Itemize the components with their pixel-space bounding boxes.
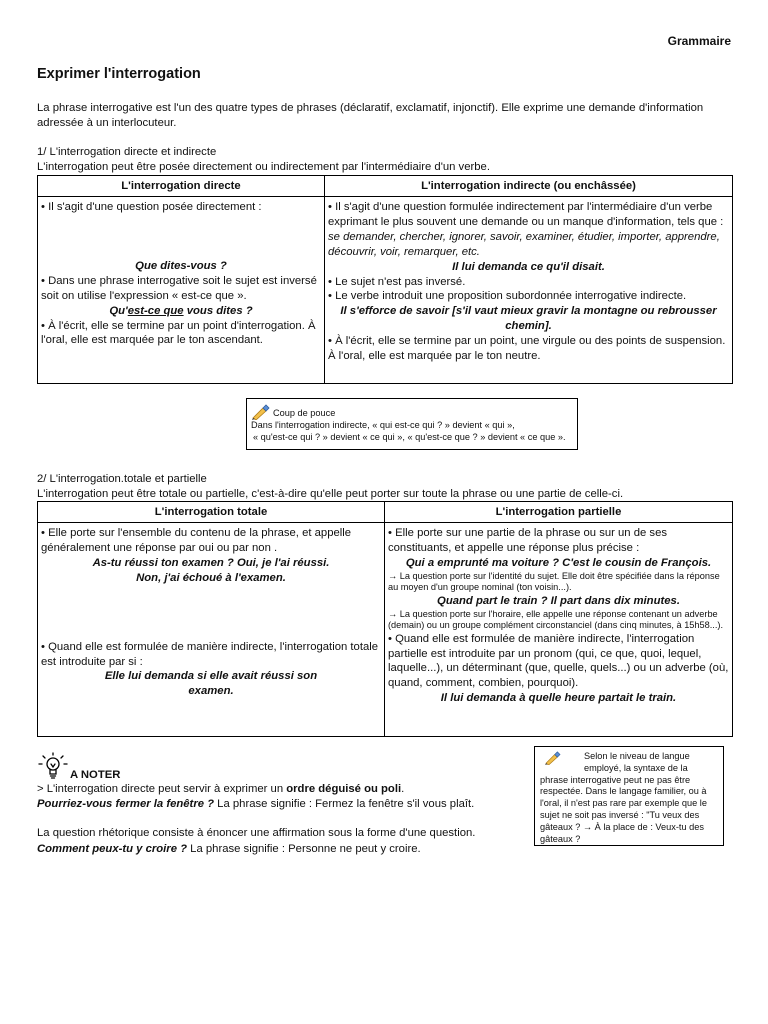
intro-paragraph: La phrase interrogative est l'un des quatre types de phrases (déclaratif, exclamatif, injonctif). Elle exprime une demande d'information adressée à un interlocuteur. bbox=[37, 102, 704, 129]
lightbulb-icon bbox=[37, 752, 69, 782]
tip-title: Coup de pouce bbox=[273, 408, 336, 418]
document-category: Grammaire bbox=[667, 34, 731, 48]
direct-indirect-table bbox=[37, 175, 733, 384]
language-level-box bbox=[534, 746, 724, 846]
partielle-note-2: → La question porte sur l'horaire, elle appelle une réponse contenant un adverbe (demain) ou un groupe complément circonstanciel (dans cinq minutes, à 15h58...). bbox=[388, 608, 724, 631]
note-example-1: Pourriez-vous fermer la fenêtre ? La phrase signifie : Fermez la fenêtre s'il vous plaît. bbox=[37, 798, 475, 810]
indirect-example-2: Il s'efforce de savoir [s'il vaut mieux gravir la montagne ou rebrousser chemin]. bbox=[340, 305, 717, 333]
table-header-indirect: L'interrogation indirecte (ou enchâssée) bbox=[325, 176, 733, 197]
table-header-partielle: L'interrogation partielle bbox=[385, 502, 733, 523]
indirect-bullet-2: • Le sujet n'est pas inversé. bbox=[328, 275, 466, 288]
totale-bullet-1: • Elle porte sur l'ensemble du contenu de la phrase, et appelle généralement une réponse par oui ou par non . bbox=[41, 527, 352, 554]
table-header-totale: L'interrogation totale bbox=[38, 502, 385, 523]
indirect-cell bbox=[325, 197, 733, 384]
partielle-bullet-1: • Elle porte sur une partie de la phrase ou sur un de ses constituants, et appelle une réponse plus précise : bbox=[388, 527, 668, 554]
totale-bullet-2: • Quand elle est formulée de manière indirecte, l'interrogation totale est introduite par si : bbox=[41, 640, 379, 668]
direct-bullet-1: • Il s'agit d'une question posée directement : bbox=[41, 201, 262, 213]
indirect-example-1: Il lui demanda ce qu'il disait. bbox=[452, 260, 605, 273]
partielle-example-2: Quand part le train ? Il part dans dix minutes. bbox=[437, 594, 680, 607]
tip-line-1: Dans l'interrogation indirecte, « qui est-ce qui ? » devient « qui », bbox=[251, 420, 515, 430]
partielle-example-3: Il lui demanda à quelle heure partait le train. bbox=[440, 692, 677, 705]
writing-hand-icon bbox=[251, 404, 271, 420]
totale-partielle-table bbox=[37, 501, 733, 737]
partielle-note-1: → La question porte sur l'identité du sujet. Elle doit être spécifiée dans la réponse au moyen d'un groupe nominal (ton voisin...). bbox=[388, 570, 720, 593]
note-line-2: La question rhétorique consiste à énoncer une affirmation sous la forme d'une question. bbox=[37, 827, 476, 839]
totale-example-1a: As-tu réussi ton examen ? Oui, je l'ai réussi. bbox=[92, 556, 330, 569]
indirect-bullet-4: • À l'écrit, elle se termine par un point, une virgule ou des points de suspension. À l'oral, elle est marquée par le ton neutre. bbox=[328, 335, 726, 363]
tip-line-2: « qu'est-ce qui ? » devient « ce qui », « qu'est-ce que ? » devient « ce que ». bbox=[253, 431, 566, 442]
section1-text: L'interrogation peut être posée directement ou indirectement par l'intermédiaire d'un verbe. bbox=[37, 161, 490, 173]
tip-box bbox=[246, 398, 578, 450]
note-example-2: Comment peux-tu y croire ? La phrase signifie : Personne ne peut y croire. bbox=[37, 843, 421, 855]
direct-example-2: Qu'est-ce que vous dites ? bbox=[109, 304, 253, 317]
totale-example-2b: examen. bbox=[188, 685, 234, 698]
note-label: A NOTER bbox=[70, 769, 121, 781]
totale-example-1b: Non, j'ai échoué à l'examen. bbox=[136, 571, 286, 584]
partielle-bullet-2: • Quand elle est formulée de manière indirecte, l'interrogation partielle est introduite par un pronom (qui, ce que, quoi, lequel, laquelle...), un déterminant (que, quelle, quels...) ou un adverbe (où, quand, comment, combien, pourquoi). bbox=[388, 632, 729, 690]
totale-cell bbox=[38, 523, 385, 737]
direct-bullet-2: • Dans une phrase interrogative soit le sujet est inversé soit on utilise l'expression « est-ce que ». bbox=[41, 274, 317, 302]
note-line-1: > L'interrogation directe peut servir à exprimer un ordre déguisé ou poli. bbox=[37, 783, 405, 795]
partielle-cell bbox=[385, 523, 733, 737]
direct-bullet-3: • À l'écrit, elle se termine par un point d'interrogation. À l'oral, elle est marquée par le ton ascendant. bbox=[41, 319, 316, 347]
partielle-example-1: Qui a emprunté ma voiture ? C'est le cousin de François. bbox=[405, 556, 712, 569]
section1-heading: 1/ L'interrogation directe et indirecte bbox=[37, 146, 217, 158]
section2-heading: 2/ L'interrogation.totale et partielle bbox=[37, 473, 207, 485]
direct-example-1: Que dites-vous ? bbox=[135, 259, 227, 272]
writing-hand-icon bbox=[540, 751, 566, 765]
section2-text: L'interrogation peut être totale ou partielle, c'est-à-dire qu'elle peut porter sur toute la phrase ou une partie de celle-ci. bbox=[37, 488, 624, 500]
direct-cell bbox=[38, 197, 325, 384]
totale-example-2a: Elle lui demanda si elle avait réussi son bbox=[104, 670, 318, 683]
table-header-direct: L'interrogation directe bbox=[38, 176, 325, 197]
language-level-text: Selon le niveau de langue employé, la syntaxe de la phrase interrogative peut ne pas être respectée. Dans le langage familier, ou à l'oral, il n'est pas rare par exemple que le sujet ne soit pas inversé : "Tu veux des gâteaux ? → À la place de : Veux-tu des gâteaux ? bbox=[540, 751, 707, 844]
page-title: Exprimer l'interrogation bbox=[37, 66, 201, 82]
indirect-bullet-3: • Le verbe introduit une proposition subordonnée interrogative indirecte. bbox=[328, 290, 687, 303]
indirect-bullet-1: • Il s'agit d'une question formulée indirectement par l'intermédiaire d'un verbe exprimant le plus souvent une demande ou un manque d'information, tels que : se demander, chercher, ignorer, savoir, examiner, étudier, importer, apprendre, découvrir, voir, remarquer, etc. bbox=[328, 201, 724, 258]
